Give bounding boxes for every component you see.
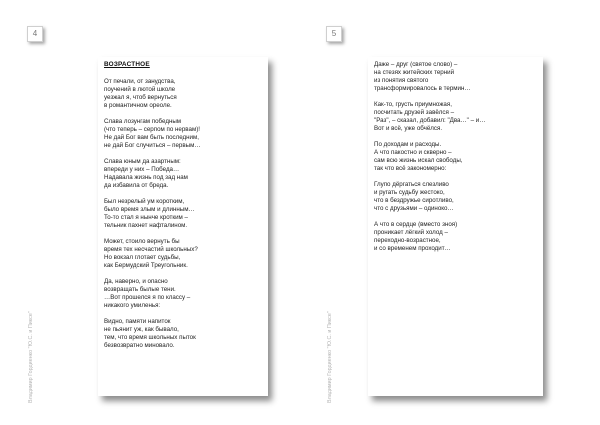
poem-right bbox=[374, 61, 539, 261]
poem-line: время тех несчастий школьных? bbox=[104, 246, 198, 253]
page-left bbox=[98, 57, 268, 396]
poem-line: Даже – друг (святое слово) – bbox=[374, 61, 458, 68]
poem-line: тельник пахнет нафталином. bbox=[104, 222, 188, 229]
poem-line: Но вокзал глотает судьбы, bbox=[104, 254, 181, 261]
poem-line: и ругать судьбу жестоко, bbox=[374, 189, 445, 196]
poem-line: в романтичном ореоле. bbox=[104, 102, 172, 109]
poem-line: От печали, от занудства, bbox=[104, 78, 176, 85]
poem-line: Может, стоило вернуть бы bbox=[104, 238, 180, 245]
poem-line: А что в сердце (вместо зноя) bbox=[374, 221, 458, 228]
poem-line: "Раз", – сказал, добавил: "Два…" – и… bbox=[374, 117, 486, 124]
poem-line: А что пакостно и скверно – bbox=[374, 149, 452, 156]
page-right bbox=[368, 57, 543, 396]
stanza-list-right bbox=[374, 61, 539, 253]
stanza bbox=[104, 158, 264, 190]
poem-line: впереди у них – Победа… bbox=[104, 166, 180, 173]
poem-line: Вот и всё, уже обчёлся. bbox=[374, 125, 443, 132]
poem-line: сам всю жизнь искал свободы, bbox=[374, 157, 463, 164]
poem-line: (что теперь – серпом по нервам)! bbox=[104, 126, 200, 133]
poem-line: переходно-возрастное, bbox=[374, 237, 441, 244]
stanza bbox=[374, 141, 539, 173]
poem-line: То-то стал я нынче кротким – bbox=[104, 214, 188, 221]
poem-line: было время злым и длинным… bbox=[104, 206, 195, 213]
poem-line: так что всё закономерно: bbox=[374, 165, 447, 172]
poem-line: что с друзьями – одиноко… bbox=[374, 205, 454, 212]
stanza bbox=[104, 238, 264, 270]
spine-text-left: Владимир Гордиенко "Ю.С. и Пиксе" bbox=[28, 311, 34, 403]
poem-line: возвращать былые тени. bbox=[104, 286, 176, 293]
poem-line: никакого умиленья: bbox=[104, 302, 161, 309]
poem-line: тем, что время школьных пыток bbox=[104, 334, 196, 341]
poem-line: из понятия святого bbox=[374, 77, 429, 84]
page-number-right: 5 bbox=[326, 26, 342, 42]
poem-line: не дай Бог случиться – первым… bbox=[104, 142, 201, 149]
spine-credit-left bbox=[26, 283, 36, 403]
poem-line: Надавала жизнь под зад нам bbox=[104, 174, 188, 181]
stanza bbox=[374, 221, 539, 253]
stanza bbox=[104, 318, 264, 350]
poem-line: уезжал я, чтоб вернуться bbox=[104, 94, 177, 101]
poem-line: Был незрелый ум коротким, bbox=[104, 198, 185, 205]
poem-line: …Вот прошелся я по классу – bbox=[104, 294, 191, 301]
poem-left bbox=[104, 61, 264, 358]
poem-line: как Бермудский Треугольник. bbox=[104, 262, 188, 269]
stanza bbox=[104, 278, 264, 310]
poem-line: Да, наверно, и опасно bbox=[104, 278, 168, 285]
poem-line: Как-то, грусть приумножая, bbox=[374, 101, 452, 108]
poem-line: трансформировалось в термин… bbox=[374, 85, 471, 92]
poem-line: Видно, памяти напиток bbox=[104, 318, 171, 325]
stanza bbox=[104, 78, 264, 110]
stanza bbox=[374, 181, 539, 213]
poem-line: не пьянит уж, как бывало, bbox=[104, 326, 179, 333]
poem-line: Не дай Бог вам быть последним, bbox=[104, 134, 199, 141]
poem-line: посчитать друзей завёлся – bbox=[374, 109, 455, 116]
poem-line: Слава лозунгам победным bbox=[104, 118, 182, 125]
poem-line: да избавила от бреда. bbox=[104, 182, 169, 189]
poem-line: и со временем проходит… bbox=[374, 245, 451, 252]
page-number-left: 4 bbox=[27, 26, 43, 42]
poem-line: проникает лёгкий холод – bbox=[374, 229, 448, 236]
spine-text-right: Владимир Гордиенко "Ю.С. и Пиксе" bbox=[327, 311, 333, 403]
poem-line: Слава юным да азартным: bbox=[104, 158, 181, 165]
poem-line: безвозвратно миновало. bbox=[104, 342, 175, 349]
stanza bbox=[104, 198, 264, 230]
poem-line: поучений в лютой школе bbox=[104, 86, 176, 93]
poem-line: По доходам и расходы. bbox=[374, 141, 442, 148]
stanza bbox=[104, 118, 264, 150]
poem-line: что в бездружье сиротливо, bbox=[374, 197, 454, 204]
poem-title: ВОЗРАСТНОЕ bbox=[104, 61, 150, 68]
stanza-list-left bbox=[104, 78, 264, 350]
stanza bbox=[374, 101, 539, 133]
poem-line: на стезях житейских терний bbox=[374, 69, 455, 76]
spine-credit-right bbox=[325, 283, 335, 403]
stanza bbox=[374, 61, 539, 93]
poem-line: Глупо дёргаться слезливо bbox=[374, 181, 449, 188]
